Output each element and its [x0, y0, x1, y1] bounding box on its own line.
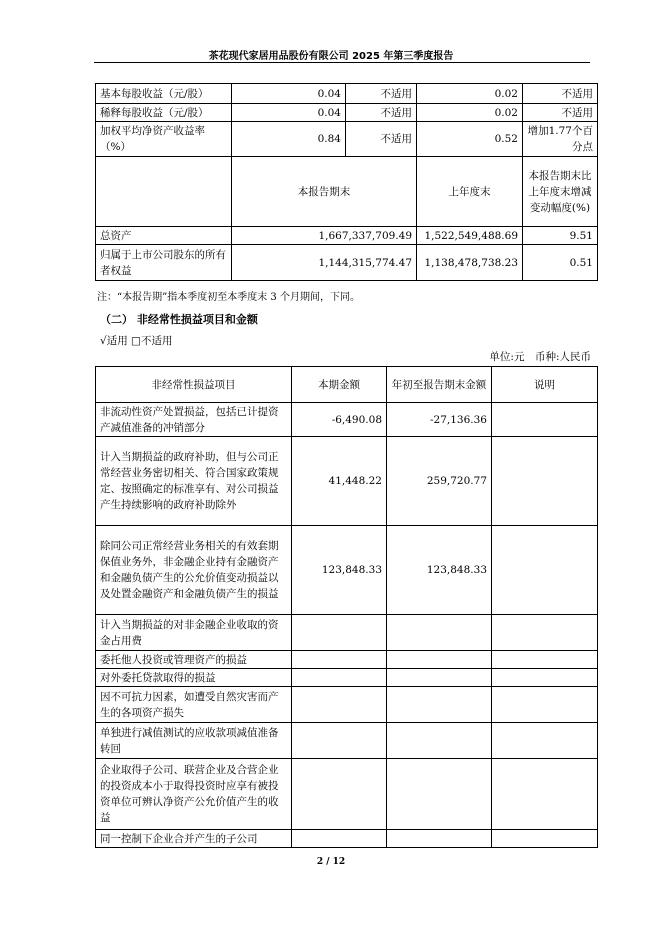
table-row	[96, 122, 598, 157]
cell-value	[292, 759, 387, 830]
unit-currency-line: 单位:元 币种:人民币	[489, 351, 591, 363]
cell-value	[492, 651, 598, 669]
cell-value	[492, 669, 598, 687]
table-row	[96, 723, 598, 759]
column-header: 本报告期末比上年度末增减变动幅度(%)	[523, 157, 598, 227]
row-label: 除同公司正常经营业务相关的有效套期保值业务外，非金融企业持有金融资产和金融负债产生的公允价值变动损益以及处置金融资产和金融负债产生的损益	[96, 526, 292, 615]
table-row	[96, 759, 598, 830]
cell-value	[292, 830, 387, 848]
table-row	[96, 84, 598, 104]
cell-value: 0.04	[232, 104, 346, 122]
header-rule	[94, 62, 590, 63]
non-recurring-gains-table	[95, 366, 598, 848]
cell-value: 0.02	[417, 84, 523, 104]
row-label: 委托他人投资或管理资产的损益	[96, 651, 292, 669]
cell-value: 0.52	[417, 122, 523, 157]
column-header: 年初至报告期末金额	[387, 367, 492, 403]
cell-value	[492, 830, 598, 848]
cell-value	[492, 437, 598, 526]
cell-value: 0.04	[232, 84, 346, 104]
cell-value: 0.84	[232, 122, 346, 157]
cell-value: -27,136.36	[387, 403, 492, 437]
cell-value: 1,144,315,774.47	[232, 245, 417, 281]
cell-value	[387, 759, 492, 830]
not-applicable-unchecked: □不适用	[131, 335, 173, 347]
row-label: 稀释每股收益（元/股）	[96, 104, 232, 122]
cell-value	[387, 615, 492, 651]
cell-value	[292, 723, 387, 759]
table-row	[96, 687, 598, 723]
cell-value: -6,490.08	[292, 403, 387, 437]
cell-value: 41,448.22	[292, 437, 387, 526]
cell-value	[387, 687, 492, 723]
column-header: 说明	[492, 367, 598, 403]
column-header: 本期金额	[292, 367, 387, 403]
row-label: 非流动性资产处置损益，包括已计提资产减值准备的冲销部分	[96, 403, 292, 437]
row-label: 单独进行减值测试的应收款项减值准备转回	[96, 723, 292, 759]
cell-value: 1,522,549,488.69	[417, 227, 523, 245]
cell-value: 不适用	[523, 84, 598, 104]
table-row	[96, 104, 598, 122]
cell-value	[292, 615, 387, 651]
row-label: 加权平均净资产收益率（%）	[96, 122, 232, 157]
table-row	[96, 651, 598, 669]
table-row	[96, 437, 598, 526]
column-header: 本报告期末	[232, 157, 417, 227]
cell-value: 259,720.77	[387, 437, 492, 526]
cell-value: 9.51	[523, 227, 598, 245]
cell-value: 1,138,478,738.23	[417, 245, 523, 281]
cell-value	[492, 403, 598, 437]
applicable-checked: √适用	[100, 335, 128, 347]
section-title: （二） 非经常性损益项目和金额	[100, 313, 258, 326]
cell-value	[492, 526, 598, 615]
table-row	[96, 526, 598, 615]
cell-value: 123,848.33	[292, 526, 387, 615]
page-header-title: 茶花现代家居用品股份有限公司 2025 年第三季度报告	[208, 51, 454, 62]
table-row	[96, 227, 598, 245]
table-header-row	[96, 157, 598, 227]
page-number: 2 / 12	[316, 857, 346, 867]
cell-value: 不适用	[346, 104, 417, 122]
row-label: 同一控制下企业合并产生的子公司	[96, 830, 292, 848]
cell-value	[387, 651, 492, 669]
row-label: 计入当期损益的对非金融企业收取的资金占用费	[96, 615, 292, 651]
cell-value	[492, 687, 598, 723]
cell-value: 不适用	[346, 84, 417, 104]
cell-value: 增加1.77个百分点	[523, 122, 598, 157]
cell-value: 0.51	[523, 245, 598, 281]
row-label: 基本每股收益（元/股）	[96, 84, 232, 104]
cell-value	[492, 723, 598, 759]
cell-value	[292, 651, 387, 669]
cell-value	[387, 830, 492, 848]
cell-value: 1,667,337,709.49	[232, 227, 417, 245]
cell-value	[492, 759, 598, 830]
cell-value	[387, 669, 492, 687]
row-label: 总资产	[96, 227, 232, 245]
cell-value: 123,848.33	[387, 526, 492, 615]
table-row	[96, 403, 598, 437]
empty-cell	[96, 157, 232, 227]
table-footnote: 注：“本报告期”指本季度初至本季度末 3 个月期间，下同。	[97, 292, 360, 303]
cell-value: 不适用	[523, 104, 598, 122]
table-header-row	[96, 367, 598, 403]
row-label: 因不可抗力因素，如遭受自然灾害而产生的各项资产损失	[96, 687, 292, 723]
row-label: 计入当期损益的政府补助，但与公司正常经营业务密切相关、符合国家政策规定、按照确定的标准享有、对公司损益产生持续影响的政府补助除外	[96, 437, 292, 526]
cell-value: 不适用	[346, 122, 417, 157]
column-header: 上年度末	[417, 157, 523, 227]
cell-value	[292, 687, 387, 723]
row-label: 归属于上市公司股东的所有者权益	[96, 245, 232, 281]
table-row	[96, 245, 598, 281]
cell-value: 0.02	[417, 104, 523, 122]
cell-value	[292, 669, 387, 687]
table-row	[96, 830, 598, 848]
column-header: 非经常性损益项目	[96, 367, 292, 403]
row-label: 对外委托贷款取得的损益	[96, 669, 292, 687]
table-row	[96, 669, 598, 687]
cell-value	[387, 723, 492, 759]
row-label: 企业取得子公司、联营企业及合营企业的投资成本小于取得投资时应享有被投资单位可辨认净资产公允价值产生的收益	[96, 759, 292, 830]
cell-value	[492, 615, 598, 651]
financial-indicators-table	[95, 83, 598, 281]
applicability-options	[100, 333, 172, 348]
table-row	[96, 615, 598, 651]
